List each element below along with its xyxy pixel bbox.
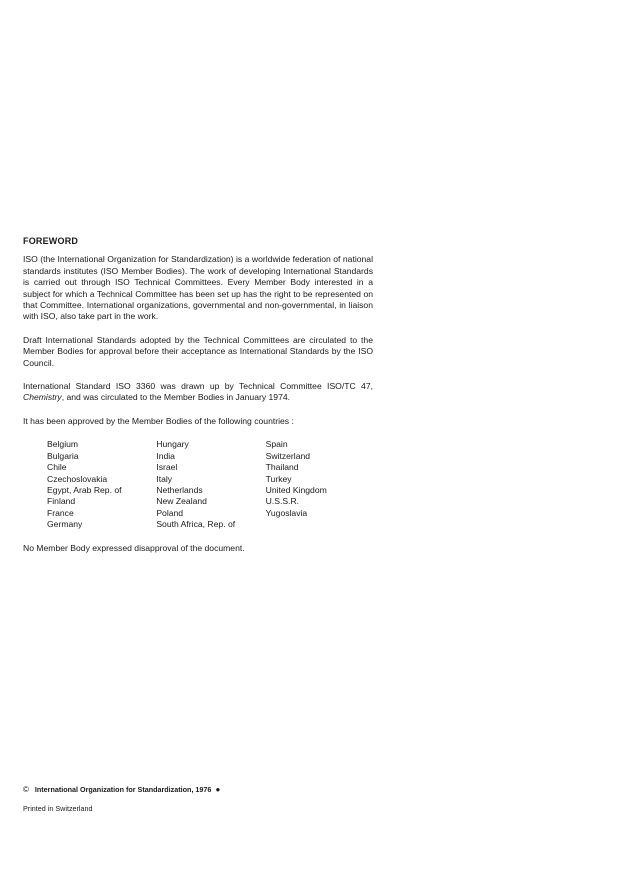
country-item: Yugoslavia <box>265 507 308 518</box>
countries-column-2 <box>156 439 265 530</box>
standard-text-end: , and was circulated to the Member Bodies in January 1974. <box>61 392 291 403</box>
copyright-icon: © <box>23 785 29 794</box>
foreword-paragraph-approval: It has been approved by the Member Bodies of the following countries : <box>23 415 294 426</box>
country-item: Finland <box>47 496 76 507</box>
country-item: Israel <box>156 462 178 473</box>
country-item: Bulgaria <box>47 450 79 461</box>
country-item: Netherlands <box>156 484 203 495</box>
bullet-icon: ● <box>215 785 221 794</box>
country-item: Thailand <box>265 462 299 473</box>
country-item: France <box>47 507 74 518</box>
page-footer <box>23 785 220 814</box>
countries-column-3 <box>266 439 373 530</box>
country-item: Poland <box>156 507 184 518</box>
foreword-section <box>23 236 373 566</box>
standard-text-start: International Standard ISO 3360 was drawn up by Technical Committee ISO/TC 47, <box>23 381 373 392</box>
country-item: Spain <box>265 439 288 450</box>
foreword-paragraph-standard <box>23 381 373 404</box>
country-item: Hungary <box>156 439 189 450</box>
country-item: Belgium <box>47 439 79 450</box>
country-item: Turkey <box>265 473 292 484</box>
countries-list <box>47 439 373 530</box>
country-item: India <box>156 450 175 461</box>
country-item: New Zealand <box>156 496 207 507</box>
country-item: Czechoslovakia <box>47 473 108 484</box>
country-item: South Africa, Rep. of <box>156 519 236 530</box>
copyright-text: International Organization for Standardization, 1976 <box>34 785 212 794</box>
country-item: Egypt, Arab Rep. of <box>47 484 122 495</box>
foreword-heading: FOREWORD <box>23 236 79 246</box>
country-item: Chile <box>47 462 67 473</box>
country-item: U.S.S.R. <box>265 496 300 507</box>
foreword-paragraph-iso: ISO (the International Organization for Standardization) is a worldwide federation of national standards institutes (ISO Member Bodies). The work of developing International Standards is carried out through ISO Technical Committees. Every Member Body interested in a subject for which a Technical Committee has been set up has the right to be represented on that Committee. International organizations, governmental and non-governmental, in liaison with ISO, also take part in the work. <box>23 254 373 322</box>
copyright-line <box>23 785 220 795</box>
country-item: Italy <box>156 473 173 484</box>
foreword-paragraph-disapproval: No Member Body expressed disapproval of the document. <box>23 542 245 553</box>
printed-in-text: Printed in Switzerland <box>23 804 93 813</box>
country-item: Germany <box>47 519 83 530</box>
countries-column-1 <box>47 439 156 530</box>
country-item: Switzerland <box>265 450 311 461</box>
country-item: United Kingdom <box>265 484 327 495</box>
committee-name: Chemistry <box>23 392 62 403</box>
foreword-paragraph-drafts: Draft International Standards adopted by the Technical Committees are circulated to the Member Bodies for approval before their acceptance as International Standards by the ISO Council. <box>23 334 373 368</box>
